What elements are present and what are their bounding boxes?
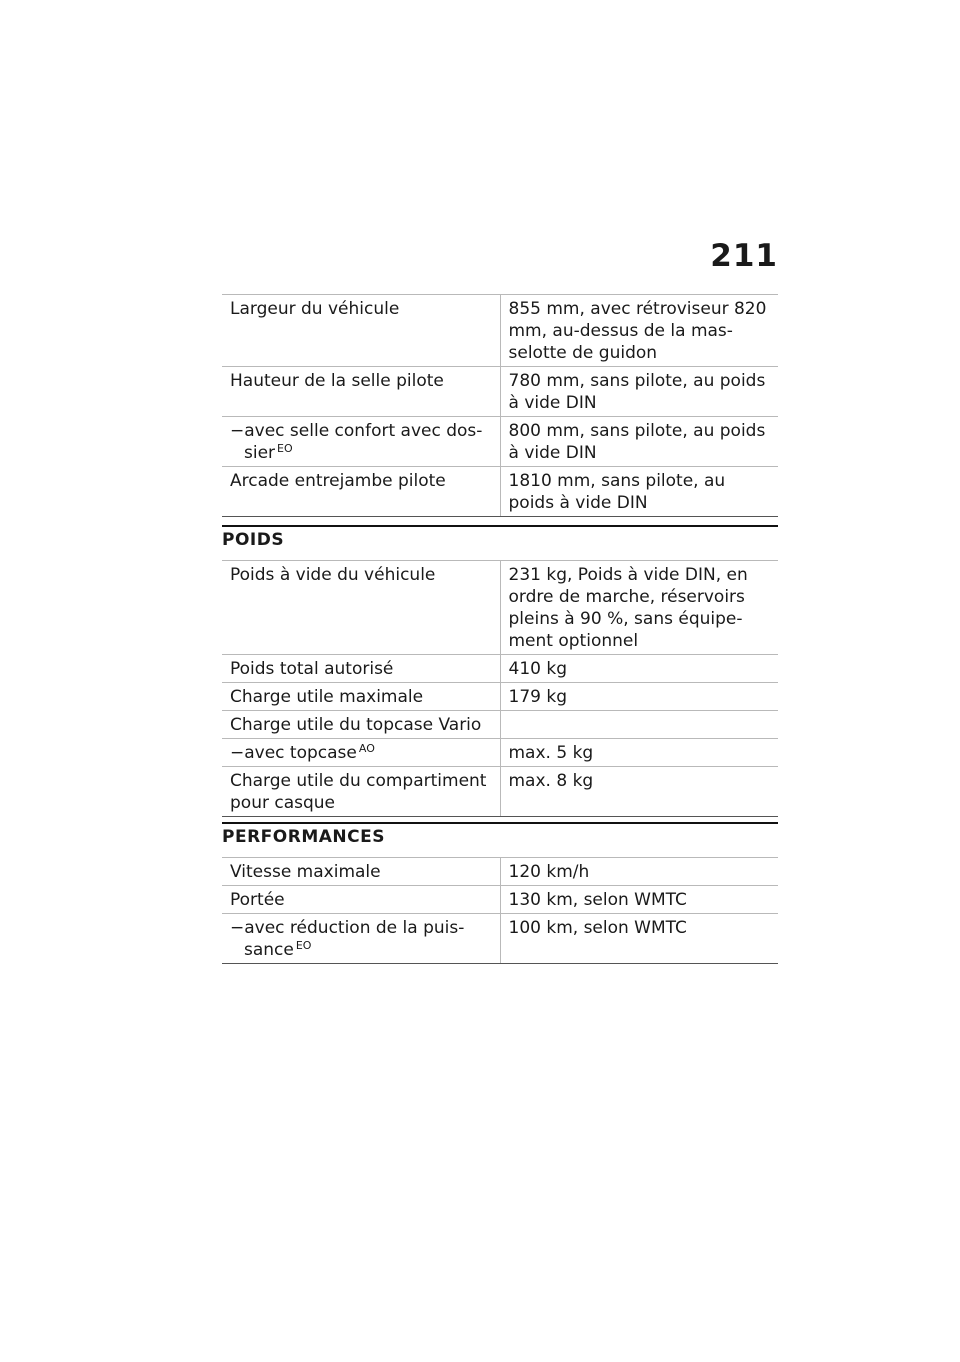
section-heading-performances: PERFORMANCES: [222, 822, 778, 857]
row-value: 1810 mm, sans pilote, au poids à vide DIN: [500, 467, 778, 517]
row-label: Largeur du véhicule: [222, 295, 500, 367]
row-value: max. 8 kg: [500, 767, 778, 817]
row-label: Poids total autorisé: [222, 655, 500, 683]
footnote-mark: AO: [358, 742, 375, 755]
table-row: [222, 467, 778, 517]
table-row: [222, 561, 778, 655]
footnote-mark: EO: [295, 939, 312, 952]
dimensions-table: [222, 294, 778, 517]
row-label: Charge utile du topcase Vario: [222, 711, 500, 739]
row-value: 410 kg: [500, 655, 778, 683]
table-row: [222, 711, 778, 739]
row-label: −avec selle confort avec dos- sier: [230, 421, 483, 463]
poids-table: [222, 560, 778, 817]
row-label-cell: [222, 417, 500, 467]
table-row: [222, 858, 778, 886]
row-value: 130 km, selon WMTC: [500, 886, 778, 914]
table-row: [222, 886, 778, 914]
row-value: 780 mm, sans pilote, au poids à vide DIN: [500, 367, 778, 417]
section-heading-poids: POIDS: [222, 525, 778, 560]
row-label: Charge utile maximale: [222, 683, 500, 711]
row-value: 231 kg, Poids à vide DIN, en ordre de marche, réservoirs pleins à 90 %, sans équipe- ment optionnel: [500, 561, 778, 655]
dimensions-block: [222, 294, 778, 517]
row-label-cell: [222, 914, 500, 964]
row-label: Arcade entrejambe pilote: [222, 467, 500, 517]
table-row: [222, 295, 778, 367]
row-label-cell: [222, 739, 500, 767]
table-row: [222, 683, 778, 711]
row-label: −avec réduction de la puis- sance: [230, 918, 465, 960]
row-label: Charge utile du compartiment pour casque: [222, 767, 500, 817]
row-label: −avec topcase: [230, 743, 357, 763]
row-label: Portée: [222, 886, 500, 914]
table-row: [222, 739, 778, 767]
footnote-mark: EO: [277, 442, 293, 455]
performances-block: [222, 822, 778, 964]
row-value: max. 5 kg: [500, 739, 778, 767]
page-number: 211: [710, 238, 778, 274]
table-row: [222, 655, 778, 683]
row-value: 179 kg: [500, 683, 778, 711]
row-label: Poids à vide du véhicule: [222, 561, 500, 655]
table-row: [222, 417, 778, 467]
table-row: [222, 367, 778, 417]
row-value: 855 mm, avec rétroviseur 820 mm, au-dessus de la mas- selotte de guidon: [500, 295, 778, 367]
poids-block: [222, 525, 778, 817]
table-row: [222, 767, 778, 817]
row-value: 100 km, selon WMTC: [500, 914, 778, 964]
row-value: [500, 711, 778, 739]
performances-table: [222, 857, 778, 964]
row-value: 800 mm, sans pilote, au poids à vide DIN: [500, 417, 778, 467]
table-row: [222, 914, 778, 964]
row-label: Vitesse maximale: [222, 858, 500, 886]
row-label: Hauteur de la selle pilote: [222, 367, 500, 417]
row-value: 120 km/h: [500, 858, 778, 886]
